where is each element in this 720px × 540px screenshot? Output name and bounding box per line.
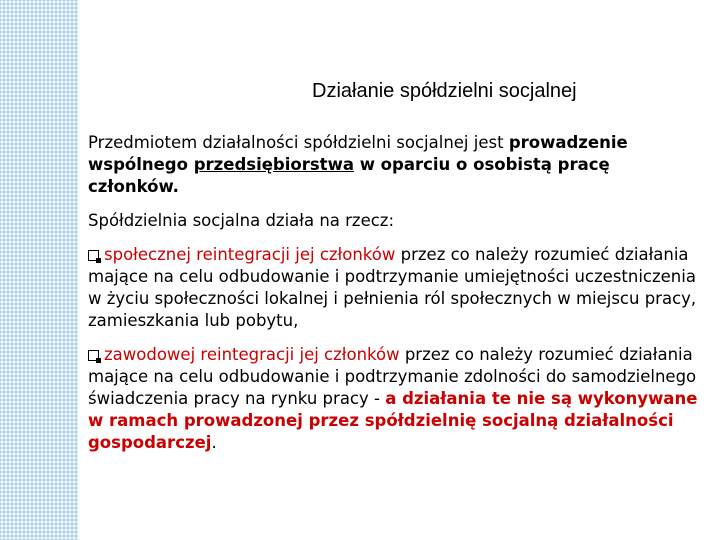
bullet2-highlight: zawodowej reintegracji jej członków bbox=[104, 345, 400, 364]
para1-text: Przedmiotem działalności spółdzielni socjalnej jest bbox=[88, 133, 509, 152]
bullet2-text: przez co należy rozumieć działania mające na celu odbudowanie i podtrzymanie zdolności do samodzielnego świadczenia pracy na rynku pracy - bbox=[88, 345, 697, 408]
checkbox-bullet-icon bbox=[88, 250, 99, 261]
bullet2-bold-red: a działania te nie są wykonywane w ramach prowadzonej przez spółdzielnię socjalną działalności gospodarczej bbox=[88, 389, 698, 452]
para1-underlined: przedsiębiorstwa bbox=[193, 155, 354, 174]
bullet-social bbox=[88, 244, 700, 332]
para1-bold: prowadzenie wspólnego bbox=[88, 133, 628, 174]
bullet1-text: przez co należy rozumieć działania mające na celu odbudowanie i podtrzymanie umiejętności uczestniczenia w życiu społeczności lokalnej i pełnienia ról społecznych w miejscu pracy, zamieszkania lub pobytu, bbox=[88, 245, 697, 330]
bullet2-end: . bbox=[211, 433, 217, 452]
bullet-professional bbox=[88, 344, 700, 454]
slide-body bbox=[88, 132, 700, 466]
para1-bold-end: w oparciu o osobistą pracę członków. bbox=[88, 155, 610, 196]
bullet1-highlight: społecznej reintegracji jej członków bbox=[104, 245, 396, 264]
paragraph-intro: Spółdzielnia socjalna działa na rzecz: bbox=[88, 211, 395, 230]
decorative-side-strip bbox=[0, 0, 78, 540]
paragraph-subject bbox=[88, 132, 700, 198]
checkbox-bullet-icon bbox=[88, 350, 99, 361]
slide-title: Działanie spółdzielni socjalnej bbox=[312, 80, 577, 102]
